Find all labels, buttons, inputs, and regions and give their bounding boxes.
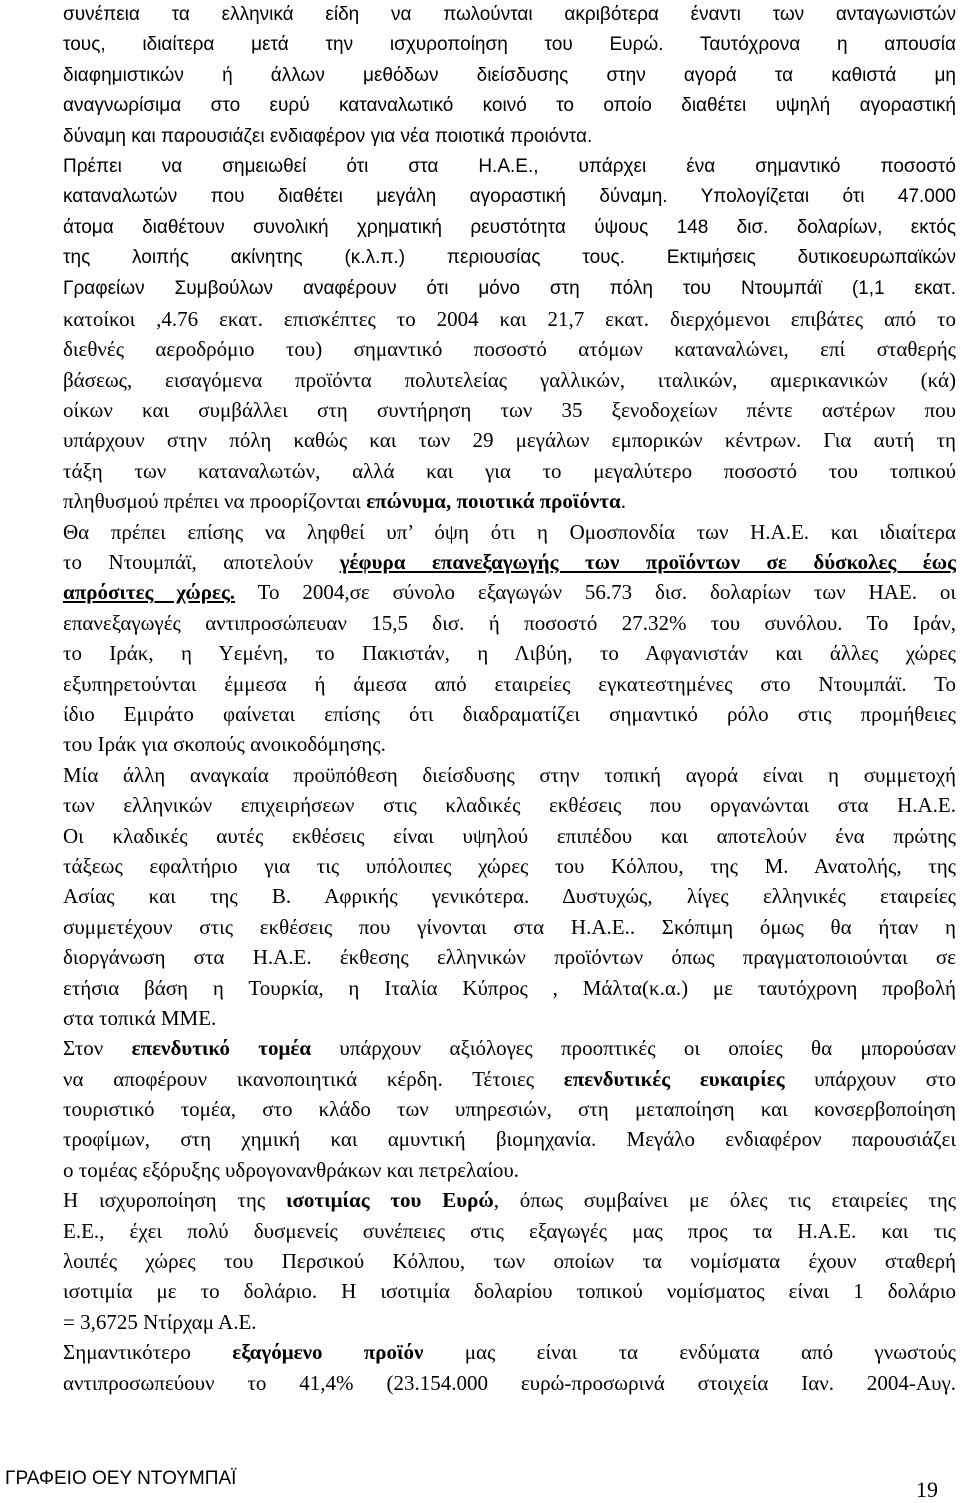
text-line	[63, 790, 956, 820]
text-line	[63, 365, 956, 395]
text-line: της λοιπής ακίνητης (κ.λ.π.) περιουσίας τους. Εκτιμήσεις δυτικοευρωπαϊκών	[63, 247, 956, 269]
text-span: Μία άλλη αναγκαία προϋπόθεση διείσδυσης στην τοπική αγορά είναι η συμμετοχή	[63, 762, 956, 787]
text-span: μας είναι τα ενδύματα από γνωστούς	[423, 1340, 956, 1365]
text-span: των ελληνικών επιχειρήσεων στις κλαδικές εκθέσεις που οργανώνται στα Η.Α.Ε.	[63, 793, 956, 818]
text-span: βάσεως, εισαγόμενα προϊόντα πολυτελείας γαλλικών, ιταλικών, αμερικανικών (κά)	[63, 367, 956, 392]
text-span: Θα πρέπει επίσης να ληφθεί υπ’ όψη ότι η Ομοσπονδία των Η.Α.Ε. και ιδιαίτερα	[63, 519, 956, 544]
text-span: υπάρχουν αξιόλογες προοπτικές οι οποίες θα μπορούσαν	[311, 1036, 956, 1061]
text-span: επανεξαγωγές αντιπροσώπευαν 15,5 δισ. ή ποσοστό 27.32% του συνόλου. Το Ιράν,	[63, 610, 956, 635]
text-span: , όπως συμβαίνει με όλες τις εταιρείες της	[493, 1188, 956, 1213]
text-line	[63, 881, 956, 911]
text-line	[63, 729, 956, 759]
text-span: υπάρχουν στην πόλη καθώς και των 29 μεγάλων εμπορικών κέντρων. Για αυτή τη	[63, 428, 956, 453]
text-span: ισοτιμία με το δολάριο. Η ισοτιμία δολαρίου τοπικού νομίσματος είναι 1 δολάριο	[63, 1279, 956, 1304]
text-line	[63, 1185, 956, 1215]
text-line: άτομα διαθέτουν συνολική χρηματική ρευστότητα ύψους 148 δισ. δολαρίων, εκτός	[63, 216, 956, 238]
emphasis-text: γέφυρα επανεξαγωγής των προϊόντων σε δύσκολες έως	[339, 550, 956, 575]
text-block-serif	[63, 304, 956, 1398]
page-number: 19	[916, 1477, 938, 1502]
emphasis-text: επώνυμα, ποιοτικά προϊόντα	[366, 489, 621, 514]
text-line	[63, 304, 956, 334]
text-span: λοιπές χώρες του Περσικού Κόλπου, των οποίων τα νομίσματα έχουν σταθερή	[63, 1249, 956, 1274]
text-span: Ε.Ε., έχει πολύ δυσμενείς συνέπειες στις εξαγωγές μας προς τα Η.Α.Ε. και τις	[63, 1218, 956, 1243]
text-line	[63, 1216, 956, 1246]
text-line	[63, 1246, 956, 1276]
text-line	[63, 760, 956, 790]
text-line	[63, 1368, 956, 1398]
text-span: το Ντουμπάϊ, αποτελούν	[63, 550, 340, 575]
footer-office-name: ΓΡΑΦΕΙΟ ΟΕΥ ΝΤΟΥΜΠΑΪ	[5, 1468, 237, 1489]
text-span: τουριστικό τομέα, στο κλάδο των υπηρεσιών, στη μεταποίηση και κονσερβοποίηση	[63, 1097, 956, 1122]
text-span: = 3,6725 Ντίρχαμ Α.Ε.	[63, 1309, 257, 1334]
text-line	[63, 1003, 956, 1033]
text-span: Σημαντικότερο	[63, 1340, 233, 1365]
text-line	[63, 486, 956, 516]
text-line	[63, 1155, 956, 1185]
text-span: συμμετέχουν στις εκθέσεις που γίνονται στα Η.Α.Ε.. Σκόπιμη όμως θα ήταν η	[63, 914, 956, 939]
text-span: στα τοπικά ΜΜΕ.	[63, 1005, 217, 1030]
text-line: καταναλωτών που διαθέτει μεγάλη αγοραστική δύναμη. Υπολογίζεται ότι 47.000	[63, 186, 956, 208]
text-line	[63, 1337, 956, 1367]
text-line	[63, 1094, 956, 1124]
emphasis-text: επενδυτικό τομέα	[131, 1036, 312, 1061]
text-span: Η ισχυροποίηση της	[63, 1188, 286, 1213]
document-body	[63, 0, 956, 1398]
text-line	[63, 638, 956, 668]
text-span: να αποφέρουν ικανοποιητικά κέρδη. Τέτοιες	[63, 1066, 564, 1091]
text-line	[63, 1124, 956, 1154]
text-span: υπάρχουν στο	[784, 1066, 956, 1091]
emphasis-text: επενδυτικές ευκαιρίες	[563, 1066, 785, 1091]
text-line	[63, 1276, 956, 1306]
text-span: πληθυσμού πρέπει να προορίζονται	[63, 489, 367, 514]
text-span: .	[620, 489, 626, 514]
text-line	[63, 1064, 956, 1094]
emphasis-text: ισοτιμίας του Ευρώ	[285, 1188, 494, 1213]
text-line	[63, 395, 956, 425]
text-line	[63, 334, 956, 364]
text-line: συνέπεια τα ελληνικά είδη να πωλούνται ακριβότερα έναντι των ανταγωνιστών	[63, 4, 956, 25]
text-span: ίδιο Εμιράτο φαίνεται επίσης ότι διαδραματίζει σημαντικό ρόλο στις προμήθειες	[63, 701, 956, 726]
text-span: αντιπροσωπεύουν το 41,4% (23.154.000 ευρώ-προσωρινά στοιχεία Ιαν. 2004-Αυγ.	[63, 1370, 956, 1395]
text-line	[63, 821, 956, 851]
text-line	[63, 912, 956, 942]
text-span: οίκων και συμβάλλει στη συντήρηση των 35 ξενοδοχείων πέντε αστέρων που	[63, 398, 956, 423]
text-span: τάξη των καταναλωτών, αλλά και για το μεγαλύτερο ποσοστό του τοπικού	[63, 458, 956, 483]
text-span: Το 2004,σε σύνολο εξαγωγών 56.73 δισ. δολαρίων των ΗΑΕ. οι	[235, 580, 956, 605]
text-line	[63, 517, 956, 547]
text-span: Ασίας και της Β. Αφρικής γενικότερα. Δυστυχώς, λίγες ελληνικές εταιρείες	[63, 884, 956, 909]
text-line	[63, 1033, 956, 1063]
text-span: ετήσια βάση η Τουρκία, η Ιταλία Κύπρος , Μάλτα(κ.α.) με ταυτόχρονη προβολή	[63, 975, 956, 1000]
text-block-sans	[63, 0, 956, 304]
text-span: ο τομέας εξόρυξης υδρογονανθράκων και πετρελαίου.	[63, 1157, 520, 1182]
text-span: τροφίμων, στη χημική και αμυντική βιομηχανία. Μεγάλο ενδιαφέρον παρουσιάζει	[63, 1127, 956, 1152]
emphasis-text: εξαγόμενο προϊόν	[232, 1340, 424, 1365]
text-span: το Ιράκ, η Υεμένη, το Πακιστάν, η Λιβύη, το Αφγανιστάν και άλλες χώρες	[63, 641, 956, 666]
text-span: διεθνές αεροδρόμιο του) σημαντικό ποσοστό ατόμων καταναλώνει, επί σταθερής	[63, 337, 956, 362]
text-line	[63, 547, 956, 577]
text-span: τάξεως εφαλτήριο για τις υπόλοιπες χώρες του Κόλπου, της Μ. Ανατολής, της	[63, 853, 956, 878]
text-span: διοργάνωση στα Η.Α.Ε. έκθεσης ελληνικών προϊόντων όπως πραγματοποιούνται σε	[63, 945, 956, 970]
text-span: εξυπηρετούνται έμμεσα ή άμεσα από εταιρείες εγκατεστημένες στο Ντουμπάϊ. Το	[63, 671, 956, 696]
text-line	[63, 577, 956, 607]
text-line: δύναμη και παρουσιάζει ενδιαφέρον για νέα ποιοτικά προιόντα.	[63, 125, 593, 147]
text-line: αναγνωρίσιμα στο ευρύ καταναλωτικό κοινό το οποίο διαθέτει υψηλή αγοραστική	[63, 95, 956, 117]
emphasis-text: απρόσιτες χώρες.	[63, 580, 236, 605]
text-line	[63, 699, 956, 729]
text-line: διαφημιστικών ή άλλων μεθόδων διείσδυσης στην αγορά τα καθιστά μη	[63, 64, 956, 86]
text-line	[63, 973, 956, 1003]
text-line	[63, 608, 956, 638]
text-line: τους, ιδιαίτερα μετά την ισχυροποίηση του Ευρώ. Ταυτόχρονα η απουσία	[63, 34, 956, 56]
text-line	[63, 456, 956, 486]
text-line: Γραφείων Συμβούλων αναφέρουν ότι μόνο στη πόλη του Ντουμπάϊ (1,1 εκατ.	[63, 277, 956, 299]
text-line: Πρέπει να σημειωθεί ότι στα Η.Α.Ε., υπάρχει ένα σημαντικό ποσοστό	[63, 155, 956, 177]
text-span: κατοίκοι ,4.76 εκατ. επισκέπτες το 2004 και 21,7 εκατ. διερχόμενοι επιβάτες από το	[63, 306, 956, 331]
text-span: Στον	[63, 1036, 132, 1061]
text-span: Οι κλαδικές αυτές εκθέσεις είναι υψηλού επιπέδου και αποτελούν ένα πρώτης	[63, 823, 956, 848]
text-line	[63, 942, 956, 972]
text-line	[63, 425, 956, 455]
text-line	[63, 1307, 956, 1337]
text-line	[63, 669, 956, 699]
text-span: του Ιράκ για σκοπούς ανοικοδόμησης.	[63, 732, 386, 757]
text-line	[63, 851, 956, 881]
